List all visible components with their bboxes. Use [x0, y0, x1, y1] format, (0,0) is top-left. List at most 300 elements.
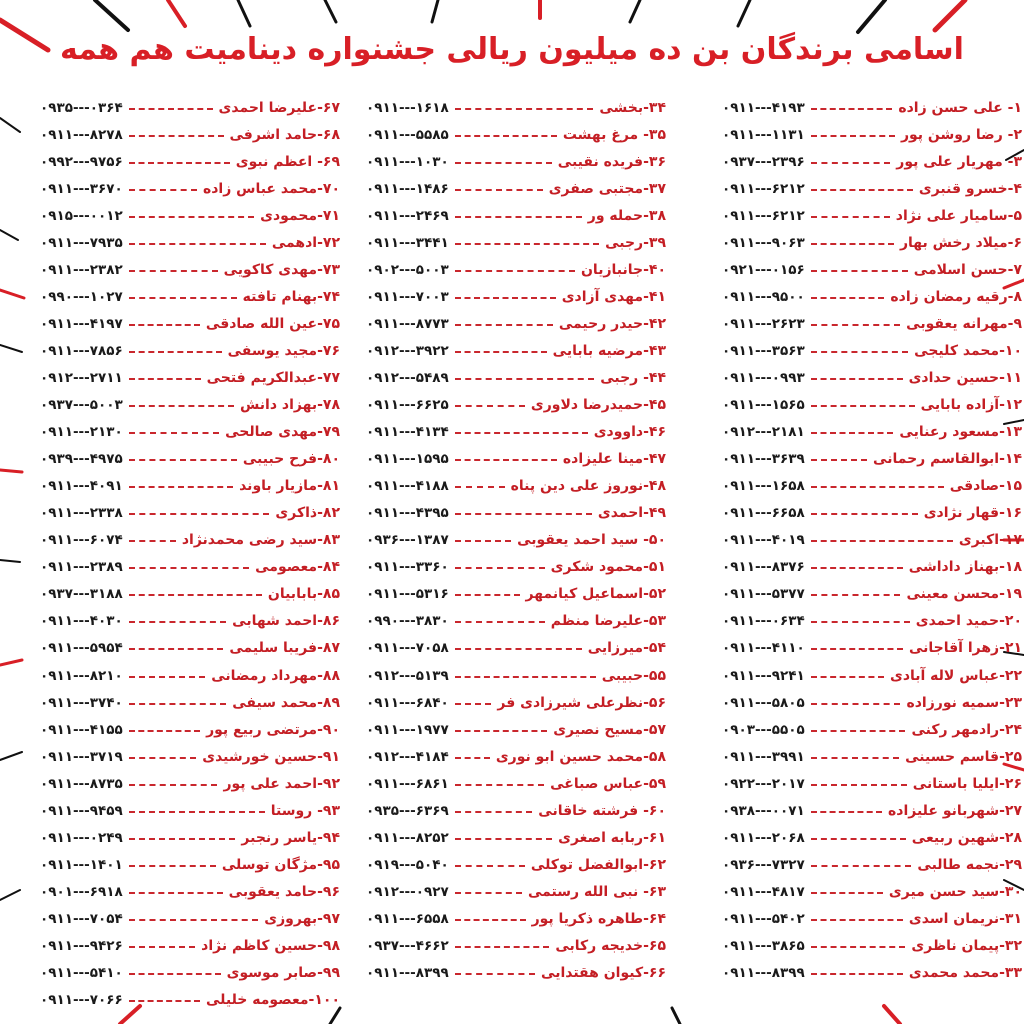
- winner-row: [366, 256, 666, 283]
- winner-name: ۳۹-رجبی: [605, 234, 666, 251]
- dashed-separator: [129, 216, 254, 218]
- winner-row: [40, 446, 340, 473]
- winner-row: [40, 932, 340, 959]
- winner-name: ۷۸-بهزاد دانش: [240, 397, 340, 414]
- winner-phone: ۰۹۱۱---۵۵۸۵: [366, 126, 449, 143]
- dashed-separator: [811, 838, 906, 840]
- winner-name: ۱۷-اکبری: [958, 532, 1022, 549]
- dashed-separator: [455, 757, 490, 759]
- dashed-separator: [811, 676, 884, 678]
- winner-name: ۹-مهرانه یعقوبی: [906, 315, 1022, 332]
- dashed-separator: [129, 946, 195, 948]
- winner-phone: ۰۹۱۱---۹۵۰۰: [722, 288, 805, 305]
- winner-row: [722, 175, 1022, 202]
- winner-row: [366, 960, 666, 987]
- winner-name: ۲۵-قاسم حسینی: [905, 748, 1022, 765]
- winner-name: ۳۵- مرغ بهشت: [562, 126, 666, 143]
- winner-row: [40, 527, 340, 554]
- winner-row: [722, 581, 1022, 608]
- winner-name: ۲۷-شهربانو علیزاده: [888, 802, 1022, 819]
- winner-phone: ۰۹۱۲---۴۱۸۴: [366, 748, 449, 765]
- winner-name: ۵۸-محمد حسین ابو نوری: [495, 748, 666, 765]
- winner-row: [366, 121, 666, 148]
- winner-name: ۱۰-محمد کلیجی: [914, 342, 1022, 359]
- winner-phone: ۰۹۱۱---۲۳۸۹: [40, 559, 123, 576]
- winner-phone: ۰۹۱۲---۲۷۱۱: [40, 369, 123, 386]
- winner-name: ۲۲-عباس لاله آبادی: [889, 667, 1022, 684]
- dashed-separator: [129, 703, 227, 705]
- winner-phone: ۰۹۱۱---۵۳۷۷: [722, 586, 805, 603]
- winner-name: ۹۲-احمد علی پور: [223, 775, 340, 792]
- dashed-separator: [811, 405, 915, 407]
- winner-phone: ۰۹۱۱---۳۳۶۰: [366, 559, 449, 576]
- winner-phone: ۰۹۱۱---۶۲۱۲: [722, 207, 805, 224]
- winner-row: [722, 202, 1022, 229]
- winner-row: [366, 446, 666, 473]
- winner-name: ۴۹-احمدی: [597, 505, 666, 522]
- dashed-separator: [811, 243, 894, 245]
- winner-phone: ۰۹۱۱---۱۵۹۵: [366, 451, 449, 468]
- dashed-separator: [129, 243, 266, 245]
- winner-row: [366, 770, 666, 797]
- dashed-separator: [811, 730, 906, 732]
- winner-row: [722, 337, 1022, 364]
- winner-row: [40, 310, 340, 337]
- winner-name: ۶۹- اعظم نبوی: [235, 153, 340, 170]
- winner-row: [722, 689, 1022, 716]
- winner-row: [40, 797, 340, 824]
- winner-row: [40, 94, 340, 121]
- winner-name: ۱۳-مسعود رعنایی: [899, 424, 1022, 441]
- winner-name: ۴۱-مهدی آزادی: [561, 288, 666, 305]
- dashed-separator: [455, 973, 535, 975]
- dashed-separator: [129, 811, 265, 813]
- winner-row: [722, 500, 1022, 527]
- winner-name: ۶۴-طاهره ذکریا پور: [531, 910, 666, 927]
- winner-phone: ۰۹۱۱---۱۶۱۸: [366, 99, 449, 116]
- winner-name: ۹۸-حسین کاظم نژاد: [201, 937, 340, 954]
- winner-phone: ۰۹۱۱---۴۸۱۷: [722, 883, 805, 900]
- winner-row: [40, 121, 340, 148]
- winner-phone: ۰۹۲۱---۰۱۵۶: [722, 261, 805, 278]
- dashed-separator: [811, 351, 908, 353]
- winner-phone: ۰۹۱۱---۵۳۱۶: [366, 586, 449, 603]
- winner-name: ۲۰-حمید احمدی: [915, 613, 1022, 630]
- winner-phone: ۰۹۱۲---۳۹۲۲: [366, 342, 449, 359]
- winner-phone: ۰۹۱۱---۵۴۱۰: [40, 965, 123, 982]
- winner-name: ۳- مهریار علی پور: [896, 153, 1022, 170]
- winner-name: ۸۶-احمد شهابی: [232, 613, 340, 630]
- dashed-separator: [811, 513, 918, 515]
- winner-name: ۹۹-صابر موسوی: [226, 965, 340, 982]
- winner-phone: ۰۹۱۱---۰۶۳۴: [722, 613, 805, 630]
- dashed-separator: [129, 730, 200, 732]
- winner-phone: ۰۹۱۱---۸۲۷۸: [40, 126, 123, 143]
- winner-phone: ۰۹۱۱---۸۳۹۹: [366, 965, 449, 982]
- winner-row: [40, 987, 340, 1014]
- dashed-separator: [129, 838, 236, 840]
- dashed-separator: [455, 919, 526, 921]
- winner-row: [366, 932, 666, 959]
- winner-row: [366, 608, 666, 635]
- dashed-separator: [129, 405, 234, 407]
- winner-row: [366, 635, 666, 662]
- winner-phone: ۰۹۱۱---۱۰۳۰: [366, 153, 449, 170]
- winner-row: [40, 635, 340, 662]
- winner-row: [722, 419, 1022, 446]
- winner-name: ۸۱-مازیار باوند: [239, 478, 340, 495]
- winner-name: ۵۴-میرزایی: [587, 640, 666, 657]
- winner-phone: ۰۹۳۹---۴۹۷۵: [40, 451, 123, 468]
- winner-phone: ۰۹۱۱---۱۴۸۶: [366, 180, 449, 197]
- dashed-separator: [811, 432, 894, 434]
- winner-phone: ۰۹۱۱---۷۸۵۶: [40, 342, 123, 359]
- winner-name: ۱۲-آزاده بابایی: [920, 397, 1022, 414]
- winner-phone: ۰۹۱۱---۱۹۷۷: [366, 721, 449, 738]
- winner-name: ۲۴-رادمهر رکنی: [911, 721, 1022, 738]
- dashed-separator: [811, 459, 867, 461]
- winner-name: ۸۷-فریبا سلیمی: [229, 640, 340, 657]
- winner-name: ۸۴-معصومی: [255, 559, 340, 576]
- winner-name: ۱۴-ابوالقاسم رحمانی: [873, 451, 1022, 468]
- dashed-separator: [129, 351, 222, 353]
- winner-row: [366, 229, 666, 256]
- winner-name: ۳۱-نریمان اسدی: [908, 910, 1022, 927]
- dashed-separator: [129, 270, 218, 272]
- winner-name: ۸۹-محمد سیفی: [232, 694, 340, 711]
- winner-phone: ۰۹۱۱---۷۰۵۴: [40, 910, 123, 927]
- dashed-separator: [455, 108, 594, 110]
- dashed-separator: [811, 189, 913, 191]
- winner-phone: ۰۹۲۲---۲۰۱۷: [722, 775, 805, 792]
- winner-row: [40, 878, 340, 905]
- winner-name: ۷۵-عین الله صادقی: [205, 315, 340, 332]
- winner-name: ۴۸-نوروز علی دین پناه: [510, 478, 666, 495]
- dashed-separator: [455, 243, 599, 245]
- winner-phone: ۰۹۱۱---۳۴۴۱: [366, 234, 449, 251]
- dashed-separator: [811, 594, 901, 596]
- dashed-separator: [455, 730, 547, 732]
- winner-name: ۷۱-محمودی: [260, 207, 340, 224]
- dashed-separator: [455, 865, 525, 867]
- winner-name: ۳۸-حمله ور: [587, 207, 666, 224]
- winner-phone: ۰۹۱۲---۲۱۸۱: [722, 424, 805, 441]
- winner-name: ۱- علی حسن زاده: [898, 99, 1022, 116]
- winner-phone: ۰۹۱۱---۳۷۴۰: [40, 694, 123, 711]
- winner-name: ۶۷-علیرضا احمدی: [218, 99, 340, 116]
- winner-phone: ۰۹۱۲---۰۹۲۷: [366, 883, 449, 900]
- winner-row: [40, 851, 340, 878]
- winner-row: [40, 283, 340, 310]
- dashed-separator: [455, 621, 545, 623]
- winner-phone: ۰۹۱۲---۵۴۸۹: [366, 369, 449, 386]
- winner-row: [40, 554, 340, 581]
- winner-row: [722, 932, 1022, 959]
- winner-row: [40, 148, 340, 175]
- winner-row: [722, 770, 1022, 797]
- dashed-separator: [455, 946, 550, 948]
- winner-phone: ۰۹۱۱---۲۶۲۳: [722, 315, 805, 332]
- winner-name: ۴۷-مینا علیزاده: [562, 451, 666, 468]
- winner-name: ۵۲-اسماعیل کیانمهر: [525, 586, 666, 603]
- dashed-separator: [129, 973, 221, 975]
- dashed-separator: [455, 784, 544, 786]
- winner-name: ۶۵-خدیجه رکابی: [555, 937, 666, 954]
- winner-row: [366, 473, 666, 500]
- dashed-separator: [129, 297, 237, 299]
- winner-name: ۸۲-ذاکری: [275, 505, 340, 522]
- dashed-separator: [129, 324, 200, 326]
- winner-row: [366, 310, 666, 337]
- winner-name: ۷-حسن اسلامی: [913, 261, 1022, 278]
- dashed-separator: [811, 648, 903, 650]
- winner-row: [722, 824, 1022, 851]
- winner-phone: ۰۹۳۵---۶۳۶۹: [366, 802, 449, 819]
- dashed-separator: [129, 432, 219, 434]
- winner-name: ۹۵-مژگان توسلی: [221, 856, 340, 873]
- winner-name: ۴۶-داوودی: [593, 424, 666, 441]
- winner-name: ۶-میلاد رخش بهار: [899, 234, 1022, 251]
- dashed-separator: [811, 135, 895, 137]
- winner-phone: ۰۹۱۱---۴۰۳۰: [40, 613, 123, 630]
- winner-name: ۹۴-یاسر رنجبر: [241, 829, 340, 846]
- winner-name: ۳۲-پیمان ناظری: [911, 937, 1022, 954]
- winner-name: ۴۴- رجبی: [600, 369, 666, 386]
- winner-name: ۸۳-سید رضی محمدنژاد: [181, 532, 340, 549]
- dashed-separator: [129, 486, 233, 488]
- winner-phone: ۰۹۱۱---۲۴۶۹: [366, 207, 449, 224]
- dashed-separator: [455, 405, 525, 407]
- dashed-separator: [455, 459, 557, 461]
- dashed-separator: [455, 567, 545, 569]
- winner-phone: ۰۹۱۱---۵۹۵۴: [40, 640, 123, 657]
- winner-row: [366, 554, 666, 581]
- winner-phone: ۰۹۹۲---۹۷۵۶: [40, 153, 123, 170]
- winner-row: [40, 824, 340, 851]
- winner-phone: ۰۹۱۱---۰۲۴۹: [40, 829, 123, 846]
- dashed-separator: [811, 378, 903, 380]
- winner-phone: ۰۹۱۱---۴۱۵۵: [40, 721, 123, 738]
- winner-row: [722, 446, 1022, 473]
- winner-phone: ۰۹۱۱---۲۰۶۸: [722, 829, 805, 846]
- winner-phone: ۰۹۱۱---۳۷۱۹: [40, 748, 123, 765]
- winner-name: ۷۶-مجید یوسفی: [227, 342, 340, 359]
- dashed-separator: [129, 892, 223, 894]
- winner-phone: ۰۹۱۱---۸۲۱۰: [40, 667, 123, 684]
- dashed-separator: [455, 351, 547, 353]
- winner-name: ۵۷-مسیح نصیری: [553, 721, 666, 738]
- winner-row: [722, 473, 1022, 500]
- winner-phone: ۰۹۱۱---۴۱۳۴: [366, 424, 449, 441]
- winner-name: ۸۰-فرح حبیبی: [242, 451, 340, 468]
- dashed-separator: [455, 297, 556, 299]
- winner-phone: ۰۹۱۱---۸۲۵۲: [366, 829, 449, 846]
- dashed-separator: [129, 189, 197, 191]
- winner-phone: ۰۹۱۱---۸۷۷۳: [366, 315, 449, 332]
- winner-name: ۵۶-نظرعلی شیرزادی فر: [497, 694, 666, 711]
- dashed-separator: [129, 1000, 200, 1002]
- winner-row: [40, 581, 340, 608]
- winner-name: ۸۵-بابابیان: [267, 586, 340, 603]
- winner-row: [722, 364, 1022, 391]
- winner-row: [40, 175, 340, 202]
- winner-name: ۹۰-مرتضی ربیع پور: [206, 721, 340, 738]
- dashed-separator: [811, 865, 912, 867]
- dashed-separator: [455, 378, 594, 380]
- dashed-separator: [811, 162, 891, 164]
- winner-phone: ۰۹۱۱---۶۶۵۸: [722, 505, 805, 522]
- winner-name: ۷۹-مهدی صالحی: [225, 424, 340, 441]
- winner-phone: ۰۹۱۱---۷۹۳۵: [40, 234, 123, 251]
- winner-row: [366, 905, 666, 932]
- winner-name: ۵-سامیار علی نژاد: [895, 207, 1022, 224]
- winner-row: [366, 743, 666, 770]
- winner-name: ۷۳-مهدی کاکویی: [223, 261, 340, 278]
- dashed-separator: [455, 540, 511, 542]
- winner-phone: ۰۹۱۹---۵۰۴۰: [366, 856, 449, 873]
- winner-row: [40, 256, 340, 283]
- winner-name: ۱۰۰-معصومه خلیلی: [205, 992, 340, 1009]
- winner-row: [722, 554, 1022, 581]
- winner-name: ۲۱-زهرا آقاجانی: [908, 640, 1022, 657]
- winner-row: [40, 689, 340, 716]
- winner-name: ۶۱-ربابه اصغری: [558, 829, 666, 846]
- winner-name: ۲- رضا روشن پور: [900, 126, 1022, 143]
- winner-phone: ۰۹۳۶---۱۳۸۷: [366, 532, 449, 549]
- winner-name: ۶۶-کیوان هقتدایی: [541, 965, 666, 982]
- page-title: اسامی برندگان بن ده میلیون ریالی جشنواره دینامیت هم همه: [60, 32, 964, 67]
- dashed-separator: [811, 784, 907, 786]
- winner-phone: ۰۹۱۱---۳۹۹۱: [722, 748, 805, 765]
- winner-name: ۶۲-ابوالفضل توکلی: [530, 856, 666, 873]
- dashed-separator: [129, 784, 218, 786]
- winner-row: [722, 148, 1022, 175]
- winner-phone: ۰۹۱۱---۱۱۳۱: [722, 126, 805, 143]
- winner-row: [40, 500, 340, 527]
- winner-phone: ۰۹۳۷---۵۰۰۳: [40, 397, 123, 414]
- winner-phone: ۰۹۱۱---۶۵۵۸: [366, 910, 449, 927]
- winner-name: ۳۶-فریده نقیبی: [557, 153, 666, 170]
- dashed-separator: [455, 838, 552, 840]
- dashed-separator: [811, 324, 900, 326]
- winner-phone: ۰۹۱۱---۶۰۷۴: [40, 532, 123, 549]
- dashed-separator: [455, 486, 505, 488]
- dashed-separator: [455, 135, 557, 137]
- winner-row: [40, 960, 340, 987]
- dashed-separator: [811, 621, 910, 623]
- winner-name: ۴-خسرو قنبری: [918, 180, 1022, 197]
- winner-phone: ۰۹۱۱---۶۶۲۵: [366, 397, 449, 414]
- winner-phone: ۰۹۱۱---۴۱۱۰: [722, 640, 805, 657]
- winners-column-1: [722, 94, 1022, 987]
- winner-name: ۶۳- نبی الله رستمی: [527, 883, 666, 900]
- winner-row: [40, 419, 340, 446]
- winner-row: [722, 283, 1022, 310]
- winner-name: ۲۹-نجمه طالبی: [917, 856, 1022, 873]
- winner-phone: ۰۹۱۱---۹۴۵۹: [40, 802, 123, 819]
- winner-row: [722, 256, 1022, 283]
- dashed-separator: [129, 594, 262, 596]
- winner-row: [366, 581, 666, 608]
- winner-phone: ۰۹۱۱---۵۴۰۲: [722, 910, 805, 927]
- winner-row: [40, 743, 340, 770]
- winner-phone: ۰۹۱۲---۵۱۳۹: [366, 667, 449, 684]
- winner-name: ۷۷-عبدالکریم فتحی: [206, 369, 340, 386]
- dashed-separator: [455, 216, 582, 218]
- winner-row: [366, 364, 666, 391]
- winner-phone: ۰۹۱۵---۰۰۱۲: [40, 207, 123, 224]
- dashed-separator: [811, 946, 906, 948]
- winner-phone: ۰۹۰۳---۵۵۰۵: [722, 721, 805, 738]
- winner-name: ۹۳- روستا: [270, 802, 340, 819]
- winner-phone: ۰۹۱۱---۱۶۵۸: [722, 478, 805, 495]
- winner-row: [40, 662, 340, 689]
- winner-phone: ۰۹۱۱---۹۰۶۳: [722, 234, 805, 251]
- winner-phone: ۰۹۱۱---۳۶۳۹: [722, 451, 805, 468]
- winner-row: [722, 743, 1022, 770]
- winner-row: [40, 473, 340, 500]
- winner-name: ۴۳-مرضیه بابایی: [552, 342, 666, 359]
- winner-phone: ۰۹۳۷---۳۱۸۸: [40, 586, 123, 603]
- winner-row: [366, 202, 666, 229]
- winner-row: [366, 392, 666, 419]
- dashed-separator: [811, 540, 953, 542]
- dashed-separator: [129, 513, 270, 515]
- winner-name: ۱۶-قهار نژادی: [923, 505, 1022, 522]
- winner-phone: ۰۹۱۱---۲۱۳۰: [40, 424, 123, 441]
- winner-row: [722, 797, 1022, 824]
- dashed-separator: [811, 811, 882, 813]
- winner-name: ۳۳-محمد محمدی: [908, 965, 1022, 982]
- winner-row: [40, 364, 340, 391]
- dashed-separator: [129, 676, 206, 678]
- winner-row: [366, 716, 666, 743]
- winner-phone: ۰۹۱۱---۶۸۴۰: [366, 694, 449, 711]
- dashed-separator: [811, 919, 903, 921]
- winner-name: ۱۱-حسین حدادی: [908, 369, 1022, 386]
- winner-row: [366, 851, 666, 878]
- winner-row: [40, 229, 340, 256]
- winner-row: [366, 500, 666, 527]
- dashed-separator: [455, 189, 543, 191]
- dashed-separator: [129, 567, 249, 569]
- winner-name: ۳۰-سید حسن میری: [888, 883, 1022, 900]
- dashed-separator: [129, 459, 237, 461]
- dashed-separator: [455, 648, 582, 650]
- winner-phone: ۰۹۹۰---۳۸۳۰: [366, 613, 449, 630]
- winner-phone: ۰۹۰۲---۵۰۰۳: [366, 261, 449, 278]
- winner-phone: ۰۹۱۱---۱۵۶۵: [722, 397, 805, 414]
- winner-row: [366, 878, 666, 905]
- winner-phone: ۰۹۳۸---۰۰۷۱: [722, 802, 805, 819]
- dashed-separator: [129, 919, 259, 921]
- dashed-separator: [811, 270, 908, 272]
- winner-name: ۸۸-مهرداد رمضانی: [211, 667, 340, 684]
- dashed-separator: [811, 892, 883, 894]
- winner-phone: ۰۹۱۱---۸۳۹۹: [722, 965, 805, 982]
- winner-name: ۵۵-حبیبی: [601, 667, 666, 684]
- dashed-separator: [811, 297, 885, 299]
- winner-phone: ۰۹۱۱---۵۸۰۵: [722, 694, 805, 711]
- winner-name: ۷۲-ادهمی: [271, 234, 340, 251]
- dashed-separator: [811, 703, 901, 705]
- dashed-separator: [455, 676, 596, 678]
- dashed-separator: [129, 162, 230, 164]
- dashed-separator: [455, 270, 575, 272]
- dashed-separator: [811, 216, 890, 218]
- winner-row: [366, 527, 666, 554]
- winner-name: ۳۴-بخشی: [599, 99, 666, 116]
